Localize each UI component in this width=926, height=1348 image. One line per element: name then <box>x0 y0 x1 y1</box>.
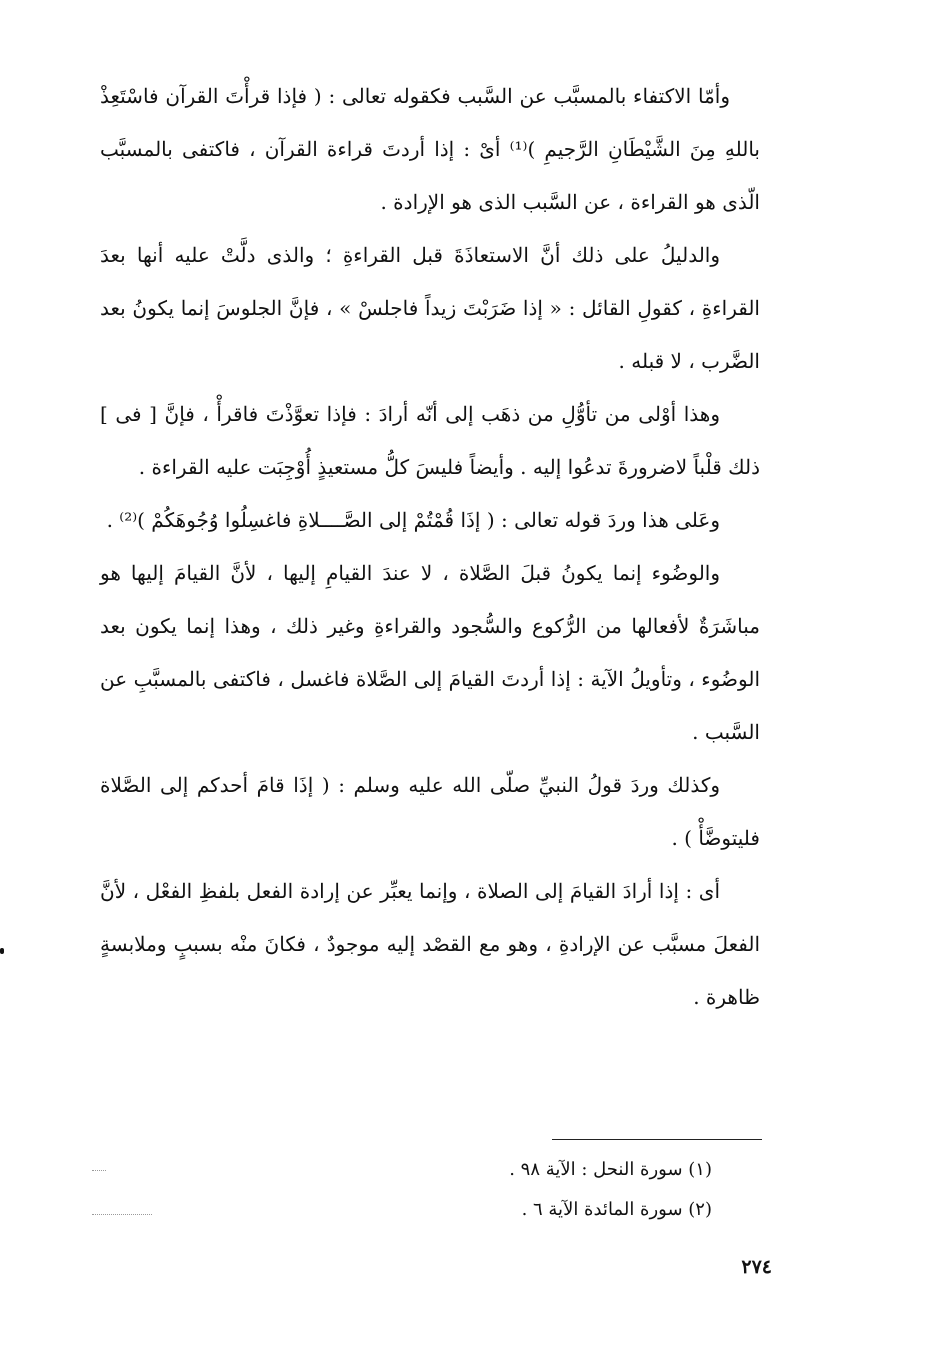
paragraph-6: وكذلك وردَ قولُ النبيِّ صلّى الله عليه وسلم : ( إذَا قامَ أحدكم إلى الصَّلاة فليتوضَّأْ ) . <box>100 773 760 850</box>
paragraph-2: والدليلُ على ذلك أنَّ الاستعاذَةَ قبل القراءةِ ؛ والذى دلَّتْ عليه أنها بعدَ القراءةِ ، كقولِ القائل : « إذا ضَرَبْتَ زيداً فاجلسْ » ، فإنَّ الجلوسَ إنما يكونُ بعد الضَّرب ، لا قبله . <box>100 243 760 373</box>
scan-artifact-mark <box>92 1170 106 1171</box>
paragraph-7: أى : إذا أرادَ القيامَ إلى الصلاة ، وإنما يعبِّر عن إرادة الفعل بلفظِ الفعْل ، لأنَّ الفعلَ مسبَّب عن الإرادةِ ، وهو مع القصْد إليه موجودٌ ، فكانَ منْه بسببٍ وملابسةٍ ظاهرة . <box>100 879 761 1009</box>
paragraph-5: والوضُوء إنما يكونُ قبلَ الصَّلاة ، لا عندَ القيامِ إليها ، لأنَّ القيامَ إليها هو مباشَرَةٌ لأفعالها من الرُّكوع والسُّجود والقراءةِ وغير ذلك ، وهذا إنما يكون بعد الوضُوء ، وتأويلُ الآية : إذا أردتَ القيامَ إلى الصَّلاة فاغسل ، فاكتفى بالمسبَّبِ عن السَّبب . <box>100 561 760 744</box>
scan-artifact-dot <box>0 948 4 954</box>
footnote-divider <box>552 1139 762 1140</box>
paragraph-4: وعَلى هذا وردَ قوله تعالى : ( إذَا قُمْتُمْ إلى الصَّــــلاةِ فاغسِلُوا وُجُوهَكُمْ )⁽²⁾ . <box>106 508 720 532</box>
footnote-2: (٢) سورة المائدة الآية ٦ . <box>521 1199 712 1220</box>
main-text <box>100 70 760 1024</box>
paragraph-3: وهذا أوْلى من تأوُّلِ من ذهَب إلى أنّه أرادَ : فإذا تعوَّذْتَ فاقرأْ ، فإنَّ [ فى ] ذلك قلْباً لاضرورةَ تدعُوا إليه . وأيضاً فليسَ كلُّ مستعيذٍ أُوْجِبَت عليه القراءة . <box>100 402 760 479</box>
footnote-1: (١) سورة النحل : الآية ٩٨ . <box>509 1159 712 1180</box>
footnotes <box>400 1150 712 1230</box>
page-number: ٢٧٤ <box>741 1256 772 1278</box>
scan-artifact-mark <box>92 1214 152 1215</box>
paragraph-1: وأمّا الاكتفاء بالمسبَّب عن السَّبب فكقوله تعالى : ( فإذا قرأْتَ القرآن فاسْتَعِذْ باللهِ مِنَ الشَّيْطَانِ الرَّجيمِ )⁽¹⁾ أىْ : إذا أردتَ قراءة القرآن ، فاكتفى بالمسبَّب الّذى هو القراءة ، عن السَّبب الذى هو الإرادة . <box>100 84 760 214</box>
